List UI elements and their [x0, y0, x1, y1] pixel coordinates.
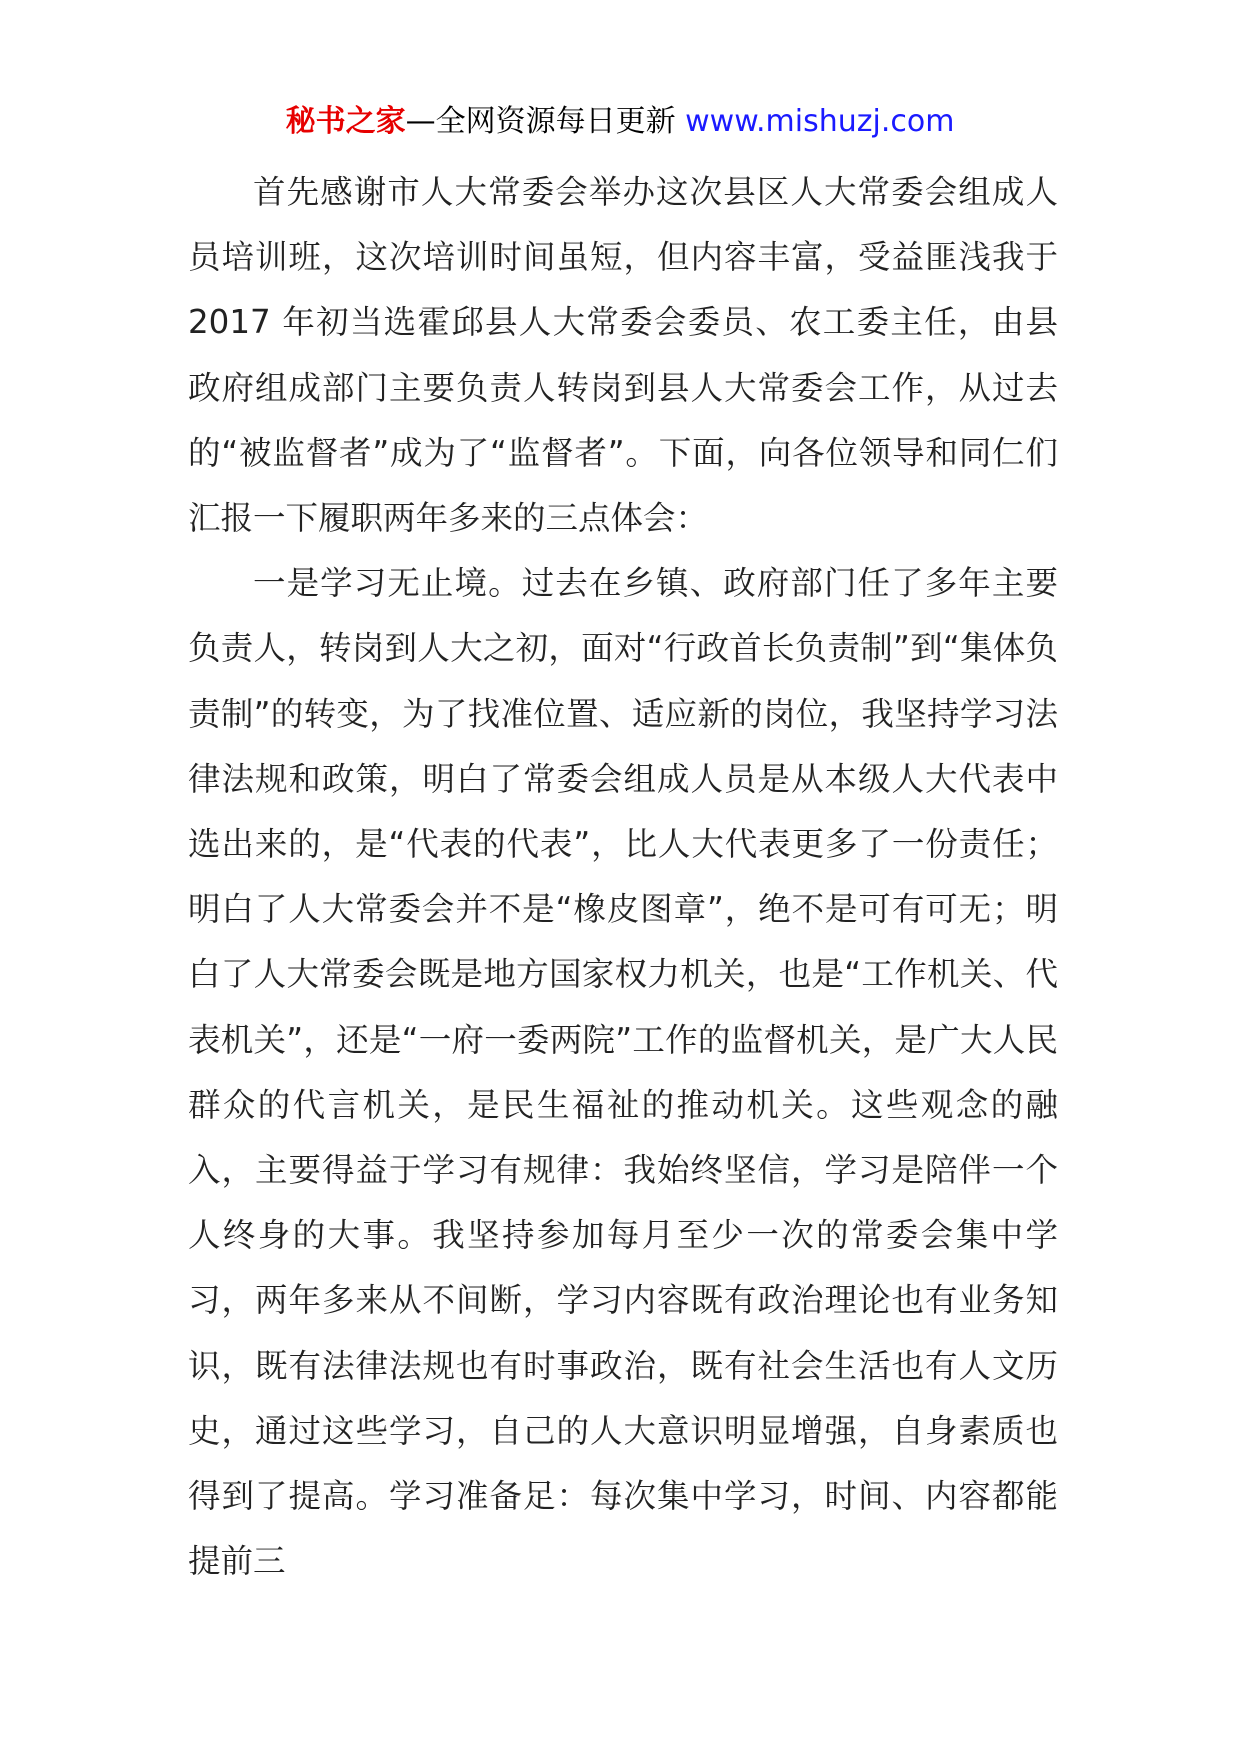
paragraph-point-one: 一是学习无止境。过去在乡镇、政府部门任了多年主要负责人，转岗到人大之初，面对“行政首长负责制”到“集体负责制”的转变，为了找准位置、适应新的岗位，我坚持学习法律法规和政策，明白了常委会组成人员是从本级人大代表中选出来的，是“代表的代表”，比人大代表更多了一份责任；明白了人大常委会并不是“橡皮图章”，绝不是可有可无；明白了人大常委会既是地方国家权力机关，也是“工作机关、代表机关”，还是“一府一委两院”工作的监督机关，是广大人民群众的代言机关，是民生福祉的推动机关。这些观念的融入，主要得益于学习有规律：我始终坚信，学习是陪伴一个人终身的大事。我坚持参加每月至少一次的常委会集中学习，两年多来从不间断，学习内容既有政治理论也有业务知识，既有法律法规也有时事政治，既有社会生活也有人文历史，通过这些学习，自己的人大意识明显增强，自身素质也得到了提高。学习准备足：每次集中学习，时间、内容都能提前三 [188, 564, 1058, 1581]
brand-name: 秘书之家 [285, 104, 406, 139]
header-tagline: —全网资源每日更新 [405, 104, 686, 139]
site-url-link[interactable]: www.mishuzj.com [685, 104, 955, 139]
paragraph-intro: 首先感谢市人大常委会举办这次县区人大常委会组成人员培训班，这次培训时间虽短，但内容丰富，受益匪浅我于 2017 年初当选霍邱县人大常委会委员、农工委主任，由县政府组成部门主要负责人转岗到县人大常委会工作，从过去的“被监督者”成为了“监督者”。下面，向各位领导和同仁们汇报一下履职两年多来的三点体会： [188, 173, 1058, 538]
document-body [188, 160, 1058, 1594]
page-header [0, 100, 1240, 144]
